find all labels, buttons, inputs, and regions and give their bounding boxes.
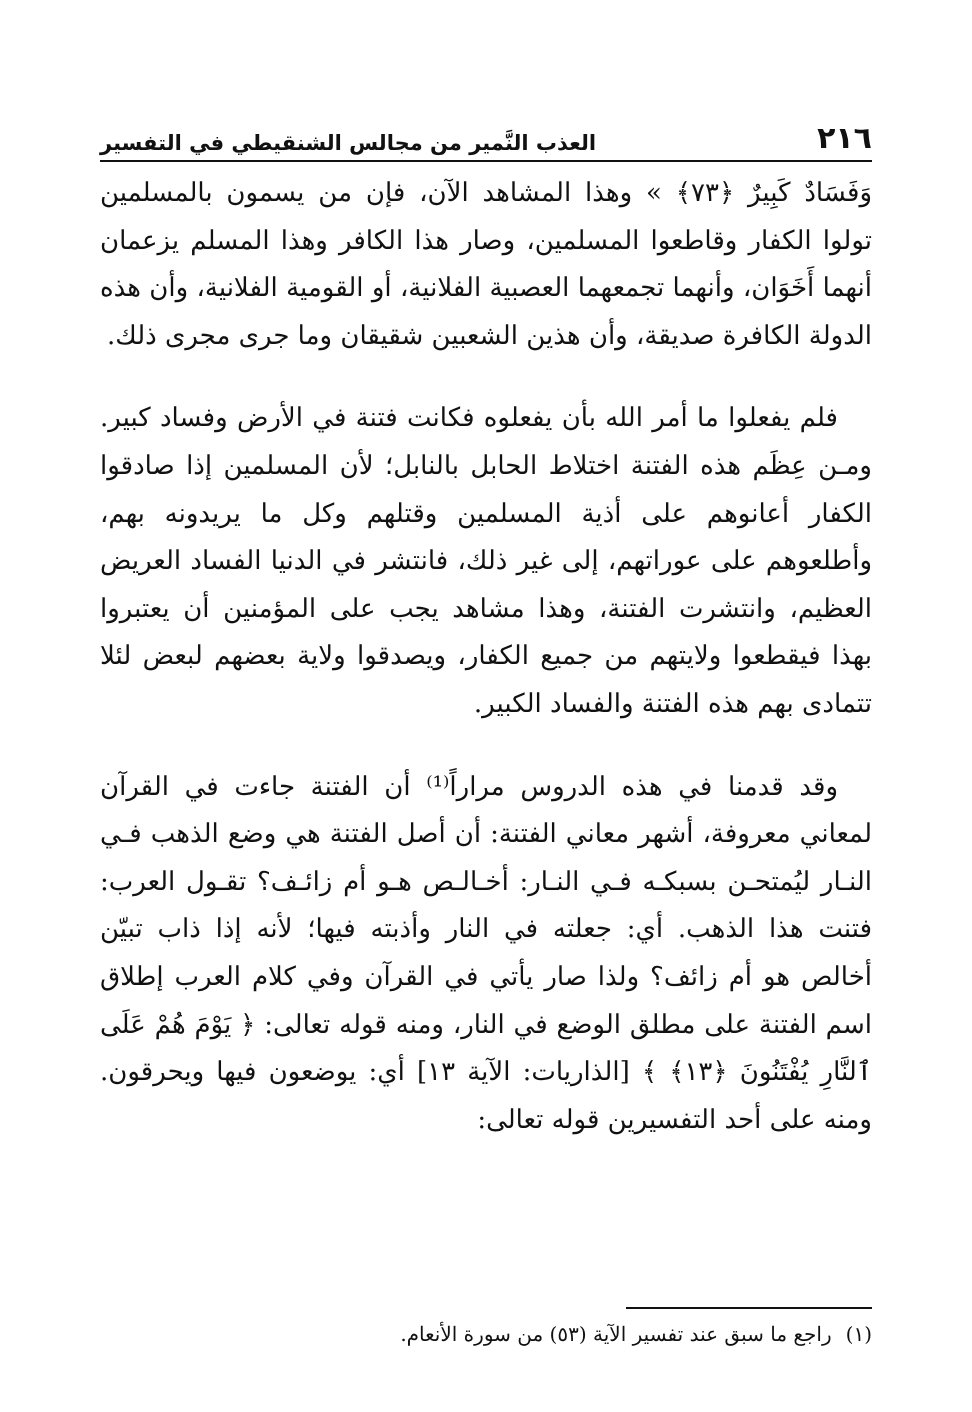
running-title: العذب النَّمير من مجالس الشنقيطي في التفسير <box>100 131 597 155</box>
main-text <box>100 170 872 1144</box>
footnote-text: راجع ما سبق عند تفسير الآية (٥٣) من سورة الأنعام. <box>400 1322 832 1346</box>
paragraph-2: فلم يفعلوا ما أمر الله بأن يفعلوه فكانت فتنة في الأرض وفساد كبير. ومـن عِظَم هذه الفتنة اختلاط الحابل بالنابل؛ لأن المسلمين إذا صادقوا الكفار أعانوهم على أذية المسلمين وقتلهم وكل ما يريدونه بهم، وأطلعوهم على عوراتهم، إلى غير ذلك، فانتشر في الدنيا الفساد العريض العظيم، وانتشرت الفتنة، وهذا مشاهد يجب على المؤمنين أن يعتبروا بهذا فيقطعوا ولايتهم من جميع الكفار، ويصدقوا ولاية بعضهم لبعض لئلا تتمادى بهم هذه الفتنة والفساد الكبير. <box>100 403 872 719</box>
page-header <box>100 108 872 162</box>
page-number: ٢١٦ <box>817 121 872 156</box>
paragraph-3: وقد قدمنا في هذه الدروس مراراً⁽¹⁾ أن الفتنة جاءت في القرآن لمعاني معروفة، أشهر معاني الفتنة: أن أصل الفتنة هي وضع الذهب فـي النـار ليُمتحـن بسبكـه فـي النـار: أخـالـص هـو أم زائـف؟ تقـول العرب: فتنت هذا الذهب. أي: جعلته في النار وأذبته فيها؛ لأنه إذا ذاب تبيّن أخالص هو أم زائف؟ ولذا صار يأتي في القرآن وفي كلام العرب إطلاق اسم الفتنة على مطلق الوضع في النار، ومنه قوله تعالى: ﴿ يَوْمَ هُمْ عَلَى ٱلنَّارِ يُفْتَنُونَ ﴿١٣﴾ ﴾ [الذاريات: الآية ١٣] أي: يوضعون فيها ويحرقون. ومنه على أحد التفسيرين قوله تعالى: <box>100 771 872 1135</box>
footnote-number: (١) <box>845 1322 872 1346</box>
footnote-divider <box>626 1307 872 1309</box>
footnote <box>100 1318 872 1350</box>
paragraph-1: وَفَسَادٌ كَبِيرٌ ﴿٧٣﴾ » وهذا المشاهد الآن، فإن من يسمون بالمسلمين تولوا الكفار وقاطعوا المسلمين، وصار هذا الكافر وهذا المسلم يزعمان أنهما أَخَوَان، وأنهما تجمعهما العصبية الفلانية، أو القومية الفلانية، وأن هذه الدولة الكافرة صديقة، وأن هذين الشعبين شقيقان وما جرى مجرى ذلك. <box>100 178 873 351</box>
